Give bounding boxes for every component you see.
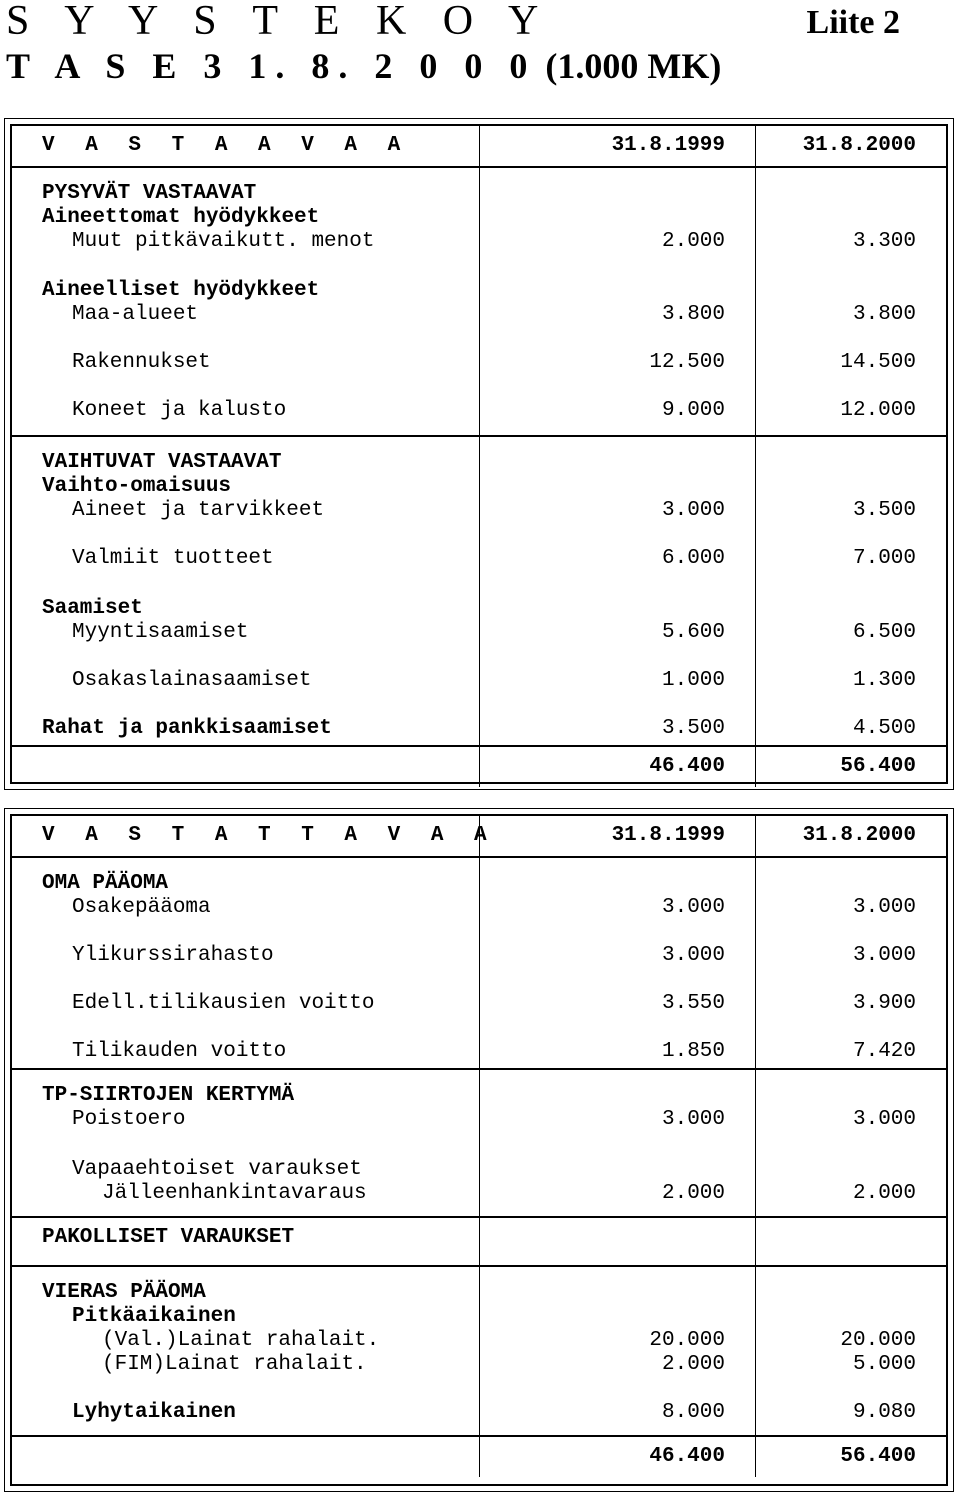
group-title: VIERAS PÄÄOMA	[42, 1281, 206, 1304]
group-title: PAKOLLISET VARAUKSET	[42, 1226, 295, 1249]
group-title: OMA PÄÄOMA	[42, 872, 169, 895]
value-2000: 4.500	[852, 717, 916, 740]
subgroup-title: Saamiset	[42, 597, 143, 620]
value-1999: 12.500	[649, 351, 725, 374]
value-1999: 2.000	[661, 1353, 725, 1376]
total-1999: 46.400	[480, 746, 756, 787]
row-label: Valmiit tuotteet	[72, 547, 274, 570]
total-2000: 56.400	[840, 1445, 916, 1468]
value-1999: 3.000	[661, 499, 725, 522]
row-label: Poistoero	[72, 1108, 186, 1131]
value-2000: 12.000	[840, 399, 916, 422]
value-1999: 3.800	[661, 303, 725, 326]
assets-col-1999: 31.8.1999	[480, 126, 756, 167]
value-1999: 3.000	[661, 1108, 725, 1131]
value-2000: 6.500	[852, 621, 916, 644]
row-label: Koneet ja kalusto	[72, 399, 287, 422]
row-label: (Val.)Lainat rahalait.	[102, 1329, 380, 1352]
company-name: S Y Y S T E K O Y	[6, 0, 552, 44]
liabilities-col-1999: 31.8.1999	[480, 816, 756, 857]
attachment-label: Liite 2	[806, 4, 900, 41]
row-label: Ylikurssirahasto	[72, 944, 274, 967]
value-2000: 1.300	[852, 669, 916, 692]
document-title	[6, 46, 721, 86]
total-2000: 56.400	[840, 755, 916, 778]
value-1999: 6.000	[661, 547, 725, 570]
row-label: Jälleenhankintavaraus	[102, 1182, 367, 1205]
row-label: Osakepääoma	[72, 896, 211, 919]
row-label: Myyntisaamiset	[72, 621, 249, 644]
value-2000: 3.800	[852, 303, 916, 326]
value-2000: 3.900	[852, 992, 916, 1015]
group-title: VAIHTUVAT VASTAAVAT	[42, 451, 282, 474]
row-label: Rakennukset	[72, 351, 211, 374]
subgroup-title: Aineettomat hyödykkeet	[42, 206, 320, 229]
total-1999: 46.400	[480, 1436, 756, 1477]
value-1999: 1.000	[661, 669, 725, 692]
value-2000: 2.000	[852, 1182, 916, 1205]
assets-header-row	[12, 126, 946, 167]
unit-label: (1.000 MK)	[545, 46, 722, 86]
liabilities-total-row	[12, 1436, 946, 1477]
table-row	[12, 857, 946, 1069]
assets-table-frame	[4, 118, 954, 790]
value-2000: 14.500	[840, 351, 916, 374]
table-row	[12, 1069, 946, 1217]
value-1999: 2.000	[661, 230, 725, 253]
subgroup-title: Aineelliset hyödykkeet	[42, 279, 320, 302]
group-title: PYSYVÄT VASTAAVAT	[42, 182, 257, 205]
row-label: Muut pitkävaikutt. menot	[72, 230, 375, 253]
value-2000: 5.000	[852, 1353, 916, 1376]
table-row	[12, 1266, 946, 1436]
table-row	[12, 436, 946, 746]
value-2000: 3.000	[852, 1108, 916, 1131]
value-1999: 3.500	[661, 717, 725, 740]
value-1999: 8.000	[661, 1401, 725, 1424]
assets-heading: V A S T A A V A A	[12, 126, 480, 167]
subgroup-title: Pitkäaikainen	[72, 1305, 236, 1328]
row-label: Maa-alueet	[72, 303, 199, 326]
row-label: Edell.tilikausien voitto	[72, 992, 375, 1015]
assets-table	[12, 126, 946, 787]
row-label: Lyhytaikainen	[72, 1401, 236, 1424]
value-2000: 7.000	[852, 547, 916, 570]
assets-col-2000: 31.8.2000	[756, 126, 947, 167]
subgroup-title: Vapaaehtoiset varaukset	[72, 1158, 362, 1181]
row-label: Aineet ja tarvikkeet	[72, 499, 325, 522]
value-1999: 5.600	[661, 621, 725, 644]
liabilities-table	[12, 816, 946, 1477]
value-1999: 9.000	[661, 399, 725, 422]
table-row	[12, 167, 946, 436]
liabilities-table-frame	[4, 808, 954, 1492]
subgroup-title: Vaihto-omaisuus	[42, 475, 232, 498]
value-2000: 3.300	[852, 230, 916, 253]
table-row	[12, 1217, 946, 1266]
value-2000: 3.500	[852, 499, 916, 522]
row-label: Tilikauden voitto	[72, 1040, 287, 1063]
value-1999: 3.000	[661, 944, 725, 967]
row-label: Rahat ja pankkisaamiset	[42, 717, 332, 740]
value-1999: 1.850	[661, 1040, 725, 1063]
value-2000: 20.000	[840, 1329, 916, 1352]
value-2000: 3.000	[852, 944, 916, 967]
balance-date-title: T A S E 3 1. 8. 2 0 0 0	[6, 46, 537, 86]
assets-total-row	[12, 746, 946, 787]
value-1999: 20.000	[649, 1329, 725, 1352]
value-1999: 2.000	[661, 1182, 725, 1205]
value-1999: 3.000	[661, 896, 725, 919]
liabilities-header-row	[12, 816, 946, 857]
value-1999: 3.550	[661, 992, 725, 1015]
group-title: TP-SIIRTOJEN KERTYMÄ	[42, 1084, 295, 1107]
value-2000: 9.080	[852, 1401, 916, 1424]
row-label: Osakaslainasaamiset	[72, 669, 312, 692]
row-label: (FIM)Lainat rahalait.	[102, 1353, 367, 1376]
value-2000: 7.420	[852, 1040, 916, 1063]
liabilities-col-2000: 31.8.2000	[756, 816, 947, 857]
liabilities-heading: V A S T A T T A V A A	[12, 816, 480, 857]
value-2000: 3.000	[852, 896, 916, 919]
